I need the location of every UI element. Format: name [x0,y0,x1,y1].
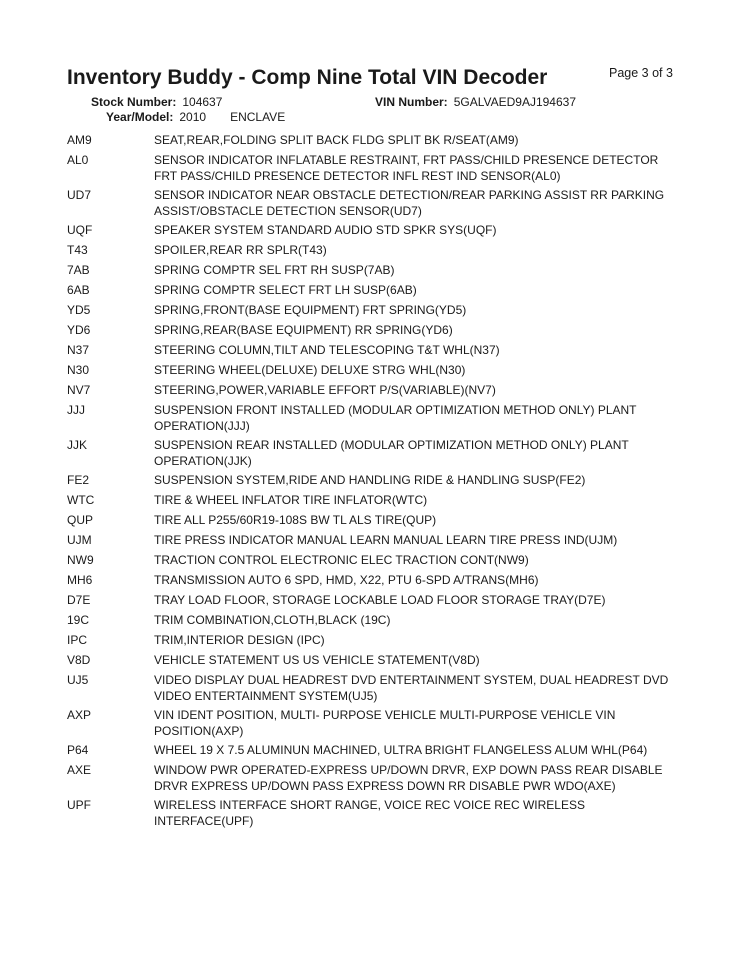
option-description: SENSOR INDICATOR NEAR OBSTACLE DETECTION/REAR PARKING ASSIST RR PARKING ASSIST/OBSTACLE DETECTION SENSOR(UD7) [154,188,665,218]
option-description: WHEEL 19 X 7.5 ALUMINUN MACHINED, ULTRA BRIGHT FLANGELESS ALUM WHL(P64) [154,743,648,757]
year-model-label: Year/Model: [106,110,174,124]
option-code: AXE [67,763,92,777]
option-description: WIRELESS INTERFACE SHORT RANGE, VOICE REC VOICE REC WIRELESS INTERFACE(UPF) [154,798,585,828]
option-description: SENSOR INDICATOR INFLATABLE RESTRAINT, FRT PASS/CHILD PRESENCE DETECTOR FRT PASS/CHILD PRESENCE DETECTOR INFL REST IND SENSOR(AL0) [154,153,659,183]
option-code-row [67,153,687,184]
option-code: AL0 [67,153,89,167]
option-description: TIRE ALL P255/60R19-108S BW TL ALS TIRE(QUP) [154,513,437,527]
option-code: N37 [67,343,90,357]
option-code: T43 [67,243,88,257]
option-code-row [67,673,687,704]
option-code-row [67,438,687,469]
option-code: NW9 [67,553,94,567]
option-code: D7E [67,593,91,607]
option-code-row [67,473,687,489]
option-description: SPOILER,REAR RR SPLR(T43) [154,243,327,257]
option-code-row [67,223,687,239]
option-code-row [67,343,687,359]
option-description: TRIM,INTERIOR DESIGN (IPC) [154,633,325,647]
option-description: SPRING COMPTR SELECT FRT LH SUSP(6AB) [154,283,417,297]
option-code: YD5 [67,303,91,317]
stock-number-label: Stock Number: [91,95,177,109]
option-code: N30 [67,363,90,377]
option-code: NV7 [67,383,91,397]
option-code-row [67,133,687,149]
option-code: P64 [67,743,89,757]
option-code: JJK [67,438,88,452]
option-code-row [67,743,687,759]
option-description: WINDOW PWR OPERATED-EXPRESS UP/DOWN DRVR, EXP DOWN PASS REAR DISABLE DRVR EXPRESS UP/DOWN PASS EXPRESS DOWN RR DISABLE PWR WDO(AXE) [154,763,663,793]
option-description: TRANSMISSION AUTO 6 SPD, HMD, X22, PTU 6-SPD A/TRANS(MH6) [154,573,539,587]
option-code-row [67,303,687,319]
option-code-row [67,613,687,629]
option-code-row [67,708,687,739]
option-code-row [67,283,687,299]
option-code-list [67,133,687,833]
option-description: STEERING,POWER,VARIABLE EFFORT P/S(VARIABLE)(NV7) [154,383,496,397]
year-model-field [106,110,285,124]
option-code-row [67,763,687,794]
option-code-row [67,593,687,609]
option-code-row [67,573,687,589]
option-description: STEERING COLUMN,TILT AND TELESCOPING T&T WHL(N37) [154,343,500,357]
option-code-row [67,533,687,549]
page-number: Page 3 of 3 [609,66,673,80]
option-description: SUSPENSION SYSTEM,RIDE AND HANDLING RIDE & HANDLING SUSP(FE2) [154,473,586,487]
option-code: UD7 [67,188,92,202]
option-description: SPEAKER SYSTEM STANDARD AUDIO STD SPKR SYS(UQF) [154,223,497,237]
option-code-row [67,798,687,829]
option-description: TRAY LOAD FLOOR, STORAGE LOCKABLE LOAD FLOOR STORAGE TRAY(D7E) [154,593,606,607]
option-code-row [67,263,687,279]
option-description: TIRE & WHEEL INFLATOR TIRE INFLATOR(WTC) [154,493,428,507]
option-description: SPRING,FRONT(BASE EQUIPMENT) FRT SPRING(YD5) [154,303,467,317]
option-code: UQF [67,223,93,237]
page-title: Inventory Buddy - Comp Nine Total VIN Decoder [67,66,548,89]
option-description: VIN IDENT POSITION, MULTI- PURPOSE VEHICLE MULTI-PURPOSE VEHICLE VIN POSITION(AXP) [154,708,616,738]
option-code-row [67,243,687,259]
option-description: TRACTION CONTROL ELECTRONIC ELEC TRACTION CONT(NW9) [154,553,529,567]
option-code: AXP [67,708,92,722]
option-code: V8D [67,653,91,667]
option-description: SPRING,REAR(BASE EQUIPMENT) RR SPRING(YD6) [154,323,453,337]
option-description: SPRING COMPTR SEL FRT RH SUSP(7AB) [154,263,395,277]
option-code-row [67,383,687,399]
option-code-row [67,633,687,649]
option-code-row [67,323,687,339]
year-value: 2010 [179,110,207,124]
option-description: VIDEO DISPLAY DUAL HEADREST DVD ENTERTAINMENT SYSTEM, DUAL HEADREST DVD VIDEO ENTERTAINMENT SYSTEM(UJ5) [154,673,669,703]
vin-number-field [375,95,576,109]
option-code: AM9 [67,133,92,147]
option-code-row [67,493,687,509]
option-code: UJ5 [67,673,89,687]
option-code-row [67,363,687,379]
option-description: SUSPENSION REAR INSTALLED (MODULAR OPTIMIZATION METHOD ONLY) PLANT OPERATION(JJK) [154,438,629,468]
option-code: YD6 [67,323,91,337]
option-code: FE2 [67,473,90,487]
stock-number-value: 104637 [182,95,223,109]
option-description: TIRE PRESS INDICATOR MANUAL LEARN MANUAL LEARN TIRE PRESS IND(UJM) [154,533,618,547]
option-code-row [67,653,687,669]
option-description: SUSPENSION FRONT INSTALLED (MODULAR OPTIMIZATION METHOD ONLY) PLANT OPERATION(JJJ) [154,403,637,433]
option-code-row [67,403,687,434]
option-code: 7AB [67,263,90,277]
option-code: UPF [67,798,91,812]
option-code-row [67,513,687,529]
vin-number-label: VIN Number: [375,95,448,109]
stock-number-field [91,95,222,109]
option-code: JJJ [67,403,85,417]
option-description: SEAT,REAR,FOLDING SPLIT BACK FLDG SPLIT BK R/SEAT(AM9) [154,133,519,147]
option-code: 6AB [67,283,90,297]
option-description: TRIM COMBINATION,CLOTH,BLACK (19C) [154,613,391,627]
option-description: STEERING WHEEL(DELUXE) DELUXE STRG WHL(N30) [154,363,466,377]
vin-number-value: 5GALVAED9AJ194637 [453,95,576,109]
option-code: UJM [67,533,92,547]
option-code-row [67,553,687,569]
model-value: ENCLAVE [230,110,286,124]
option-code: QUP [67,513,94,527]
option-code-row [67,188,687,219]
option-code: WTC [67,493,95,507]
option-code: MH6 [67,573,93,587]
option-code: IPC [67,633,88,647]
option-code: 19C [67,613,90,627]
option-description: VEHICLE STATEMENT US US VEHICLE STATEMENT(V8D) [154,653,480,667]
